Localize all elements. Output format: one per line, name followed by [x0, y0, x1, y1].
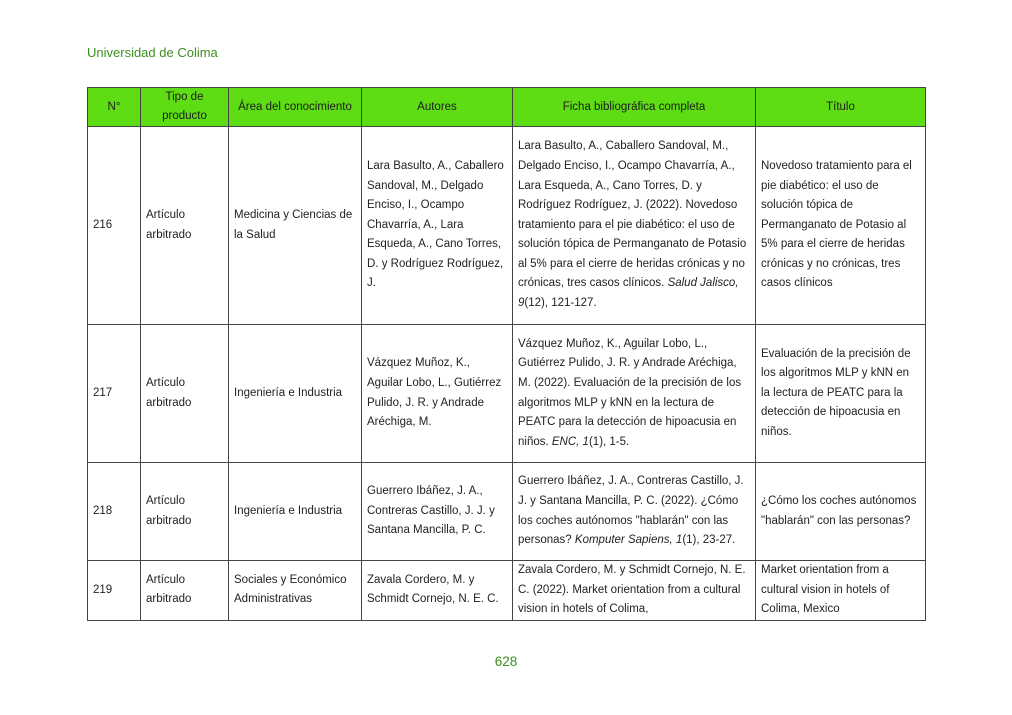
cell-area: Medicina y Ciencias de la Salud — [229, 127, 362, 325]
cell-num: 217 — [88, 325, 141, 463]
ficha-issue: (1), 23-27. — [682, 534, 736, 547]
cell-area: Ingeniería e Industria — [229, 463, 362, 561]
column-header-tipo: Tipo de producto — [141, 88, 229, 127]
cell-ficha — [513, 463, 756, 561]
cell-autores: Zavala Cordero, M. y Schmidt Cornejo, N. E. C. — [362, 561, 513, 621]
cell-autores: Guerrero Ibáñez, J. A., Contreras Castillo, J. J. y Santana Mancilla, P. C. — [362, 463, 513, 561]
cell-titulo: Market orientation from a cultural vision in hotels of Colima, Mexico — [756, 561, 926, 621]
ficha-text: Zavala Cordero, M. y Schmidt Cornejo, N. E. C. (2022). Market orientation from a cultural vision in hotels of Colima, — [518, 564, 746, 616]
cell-ficha — [513, 127, 756, 325]
cell-num: 216 — [88, 127, 141, 325]
cell-autores: Lara Basulto, A., Caballero Sandoval, M., Delgado Enciso, I., Ocampo Chavarría, A., Lara Esqueda, A., Cano Torres, D. y Rodríguez Rodríguez, J. — [362, 127, 513, 325]
ficha-journal: Salud Jalisco, 9 — [518, 277, 739, 310]
column-header-area: Área del conocimiento — [229, 88, 362, 127]
cell-num: 219 — [88, 561, 141, 621]
column-header-num: N° — [88, 88, 141, 127]
cell-area: Sociales y Económico Administrativas — [229, 561, 362, 621]
cell-num: 218 — [88, 463, 141, 561]
cell-tipo: Artículo arbitrado — [141, 325, 229, 463]
table-row — [88, 127, 926, 325]
cell-tipo: Artículo arbitrado — [141, 463, 229, 561]
institution-header: Universidad de Colima — [87, 45, 218, 60]
ficha-text: Vázquez Muñoz, K., Aguilar Lobo, L., Gutiérrez Pulido, J. R. y Andrade Aréchiga, M. (2022). Evaluación de la precisión de los algoritmos MLP y kNN en la lectura de PEATC para la detección de hipoacusia en niños. — [518, 337, 742, 448]
ficha-journal: Komputer Sapiens, 1 — [574, 534, 683, 547]
ficha-text: Guerrero Ibáñez, J. A., Contreras Castillo, J. J. y Santana Mancilla, P. C. (2022). ¿Cómo los coches autónomos "hablarán" con las personas? — [518, 475, 744, 547]
table-row — [88, 325, 926, 463]
cell-area: Ingeniería e Industria — [229, 325, 362, 463]
cell-ficha — [513, 561, 756, 621]
page-number: 628 — [494, 654, 518, 669]
column-header-autores: Autores — [362, 88, 513, 127]
cell-autores: Vázquez Muñoz, K., Aguilar Lobo, L., Gutiérrez Pulido, J. R. y Andrade Aréchiga, M. — [362, 325, 513, 463]
ficha-journal: ENC, 1 — [551, 435, 589, 448]
table-row — [88, 463, 926, 561]
cell-titulo: Novedoso tratamiento para el pie diabético: el uso de solución tópica de Permanganato de Potasio al 5% para el cierre de heridas crónicas y no crónicas, tres casos clínicos — [756, 127, 926, 325]
table-header-row — [88, 88, 926, 127]
bibliography-table — [87, 87, 926, 621]
cell-titulo: Evaluación de la precisión de los algoritmos MLP y kNN en la lectura de PEATC para la detección de hipoacusia en niños. — [756, 325, 926, 463]
column-header-titulo: Título — [756, 88, 926, 127]
ficha-issue: (12), 121-127. — [524, 297, 597, 310]
ficha-issue: (1), 1-5. — [588, 435, 630, 448]
cell-titulo: ¿Cómo los coches autónomos "hablarán" con las personas? — [756, 463, 926, 561]
cell-tipo: Artículo arbitrado — [141, 127, 229, 325]
table-row — [88, 561, 926, 621]
cell-ficha — [513, 325, 756, 463]
ficha-text: Lara Basulto, A., Caballero Sandoval, M., Delgado Enciso, I., Ocampo Chavarría, A., Lara Esqueda, A., Cano Torres, D. y Rodríguez Rodríguez, J. (2022). Novedoso tratamiento para el pie diabético: el uso de solución tópica de Permanganato de Potasio al 5% para el cierre de heridas crónicas y no crónicas, tres casos clínicos. — [518, 140, 747, 290]
column-header-ficha: Ficha bibliográfica completa — [513, 88, 756, 127]
cell-tipo: Artículo arbitrado — [141, 561, 229, 621]
